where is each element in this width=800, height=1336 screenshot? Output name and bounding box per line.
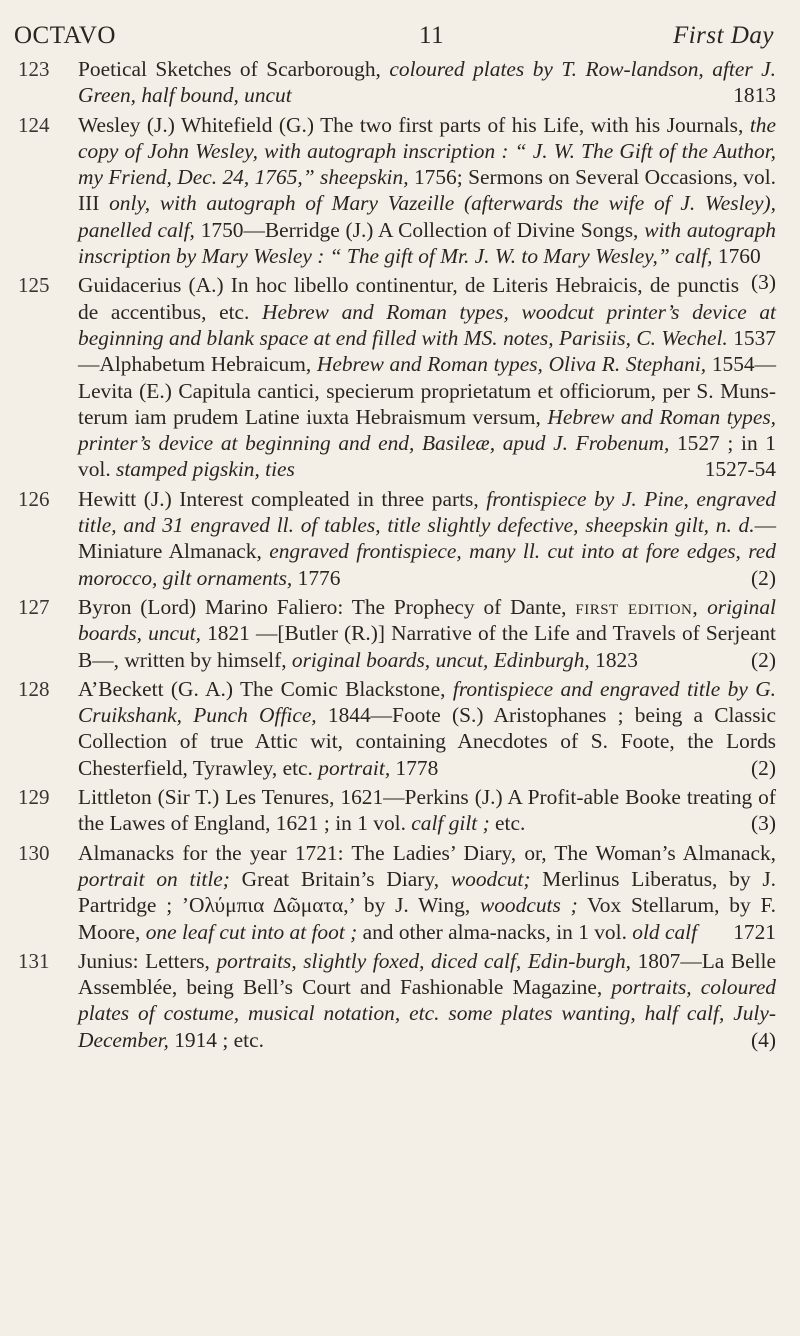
lot-list (14, 56, 776, 1056)
text-segment: Littleton (Sir T.) Les Tenures, 1621—Perkins (J.) A Profit-able Booke treating of the Lawes of England, 1621 ; in 1 vol. (78, 785, 776, 836)
text-segment: 1807—La Belle Assemblée, being Bell’s Court and Fashionable Magazine, (78, 948, 776, 1000)
text-segment: 1778 (390, 755, 439, 780)
lot-number: 131 (18, 948, 50, 973)
text-segment: 1823 (589, 647, 638, 672)
text-segment: Junius: Letters, (78, 948, 217, 973)
text-segment: Hewitt (J.) Interest compleated in three parts, (78, 486, 487, 511)
italic-text: original boards, uncut, Edinburgh, (291, 647, 590, 672)
italic-text: one leaf cut into at foot ; (145, 919, 358, 944)
text-segment: 1776 (292, 565, 341, 590)
lot-date-or-count: (3) (751, 811, 776, 836)
lot-description (78, 56, 776, 109)
text-segment: 1821 —[Butler (R.)] Narrative of the Life and Travels of Serjeant B—, written by himself, (78, 621, 776, 672)
text-segment: 1756; Sermons on Several Occasions, vol. III (78, 165, 776, 216)
text-segment: Wesley (J.) Whitefield (G.) The two first parts of his Life, with his Journals, (78, 112, 750, 137)
lot-number: 129 (18, 785, 50, 810)
lot-description (78, 840, 776, 945)
lot-number: 126 (18, 486, 50, 511)
lot-entry (14, 676, 776, 781)
lot-description (78, 594, 776, 673)
italic-text: coloured plates by T. Row-landson, after J. Green, half bound, uncut (78, 57, 776, 108)
lot-description (78, 784, 776, 837)
text-segment: —Miniature Almanack, (78, 513, 776, 564)
text-segment: etc. (489, 811, 526, 836)
text-segment: 1844—Foote (S.) Aristophanes ; being a Classic Collection of true Attic wit, containing Anecdotes of S. Foote, the Lords Chesterfield, Tyrawley, etc. (78, 703, 776, 780)
lot-entry (14, 840, 776, 945)
text-segment: A’Beckett (G. A.) The Comic Blackstone, (78, 676, 453, 701)
text-segment: and other alma-nacks, in 1 vol. (357, 919, 633, 944)
italic-text: Hebrew and Roman types, woodcut printer’s device at beginning and blank space at end filled with MS. notes, Parisiis, C. Wechel. (78, 299, 776, 350)
lot-date-or-count: 1813 (733, 83, 776, 108)
text-segment: Merlinus Liberatus, by J. Partridge ; ’Ολύμπια Δῶματα,’ by J. Wing, (78, 866, 776, 918)
lot-entry (14, 948, 776, 1053)
text-segment: 1914 ; etc. (168, 1027, 264, 1052)
text-segment: 1750—Berridge (J.) A Collection of Divine Songs, (194, 217, 645, 242)
text-segment: Guidacerius (A.) In hoc libello continentur, de Literis Hebraicis, de punctis de accentibus, etc. (78, 273, 740, 324)
italic-text: Hebrew and Roman types, printer’s device at beginning and end, Basileæ, apud J. Frobenum, (78, 404, 776, 456)
lot-description (78, 272, 776, 482)
text-segment: 1537—Alphabetum Hebraicum, (78, 325, 776, 377)
text-segment: 1527 ; in 1 vol. (78, 431, 776, 482)
header-day: First Day (672, 22, 774, 49)
text-segment (698, 595, 707, 619)
text-segment: Byron (Lord) Marino Faliero: The Prophecy of Dante, (78, 594, 576, 619)
lot-entry (14, 272, 776, 482)
italic-text: woodcuts ; (479, 893, 578, 918)
lot-number: 123 (18, 57, 50, 81)
lot-entry (14, 56, 776, 109)
page-header (14, 22, 774, 56)
italic-text: old calf (632, 919, 698, 944)
lot-number: 124 (18, 112, 50, 137)
italic-text: engraved frontispiece, many ll. cut into at fore edges, red morocco, gilt ornaments, (78, 539, 776, 590)
lot-number: 128 (18, 676, 50, 701)
text-segment: 1554—Levita (E.) Capitula cantici, specierum proprietatum et officiorum, per S. Muns-terum iam prudem Latine iuxta Hebraismum versum, (78, 352, 776, 429)
italic-text: portrait on title; (78, 866, 230, 891)
text-segment: Almanacks for the year 1721: The Ladies’ Diary, or, The Woman’s Almanack, (78, 840, 776, 865)
italic-text: only, with autograph of Mary Vazeille (afterwards the wife of J. Wesley), panelled calf, (78, 191, 776, 242)
italic-text: the copy of John Wesley, with autograph inscription : “ J. W. The Gift of the Author, my Friend, Dec. 24, 1765,” sheepskin, (78, 112, 776, 190)
lot-date-or-count: (2) (751, 755, 776, 780)
italic-text: woodcut; (450, 866, 531, 891)
italic-text: with autograph inscription by Mary Wesley : “ The gift of Mr. J. W. to Mary Wesley,” calf, (78, 217, 776, 269)
italic-text: portraits, coloured plates of costume, musical notation, etc. some plates wanting, half calf, July-December, (78, 975, 777, 1052)
text-segment: 1760 (712, 244, 761, 269)
page-number: 11 (419, 22, 445, 49)
lot-entry (14, 594, 776, 673)
lot-description (78, 948, 776, 1053)
lot-date-or-count: (3) (751, 270, 776, 295)
text-segment: Great Britain’s Diary, (229, 866, 451, 891)
text-segment: Vox Stellarum, by F. Moore, (78, 893, 776, 944)
italic-text: frontispiece by J. Pine, engraved title, and 31 engraved ll. of tables, title slightly defective, sheepskin gilt, n. d. (78, 486, 776, 538)
lot-date-or-count: 1721 (733, 919, 776, 944)
italic-text: calf gilt ; (411, 811, 490, 836)
lot-description (78, 676, 776, 781)
lot-number: 127 (18, 594, 50, 619)
lot-date-or-count: (4) (751, 1027, 776, 1052)
italic-text: portrait, (318, 755, 391, 780)
italic-text: stamped pigskin, ties (116, 457, 295, 482)
lot-description (78, 112, 776, 295)
italic-text: frontispiece and engraved title by G. Cruikshank, Punch Office, (78, 676, 777, 728)
lot-date-or-count: (2) (751, 565, 776, 590)
italic-text: Hebrew and Roman types, Oliva R. Stephani, (316, 352, 707, 377)
lot-description (78, 486, 776, 591)
lot-number: 125 (18, 273, 50, 298)
text-segment: Poetical Sketches of Scarborough, (78, 57, 390, 81)
lot-entry (14, 486, 776, 591)
lot-date-or-count: (2) (751, 647, 776, 672)
italic-text: portraits, slightly foxed, diced calf, Edin-burgh, (216, 948, 632, 973)
lot-date-or-count: 1527-54 (704, 457, 776, 482)
lot-entry (14, 784, 776, 837)
lot-number: 130 (18, 840, 50, 865)
header-format: OCTAVO (14, 22, 116, 49)
italic-text: original boards, uncut, (78, 594, 776, 646)
small-caps-text: first edition, (575, 594, 699, 619)
